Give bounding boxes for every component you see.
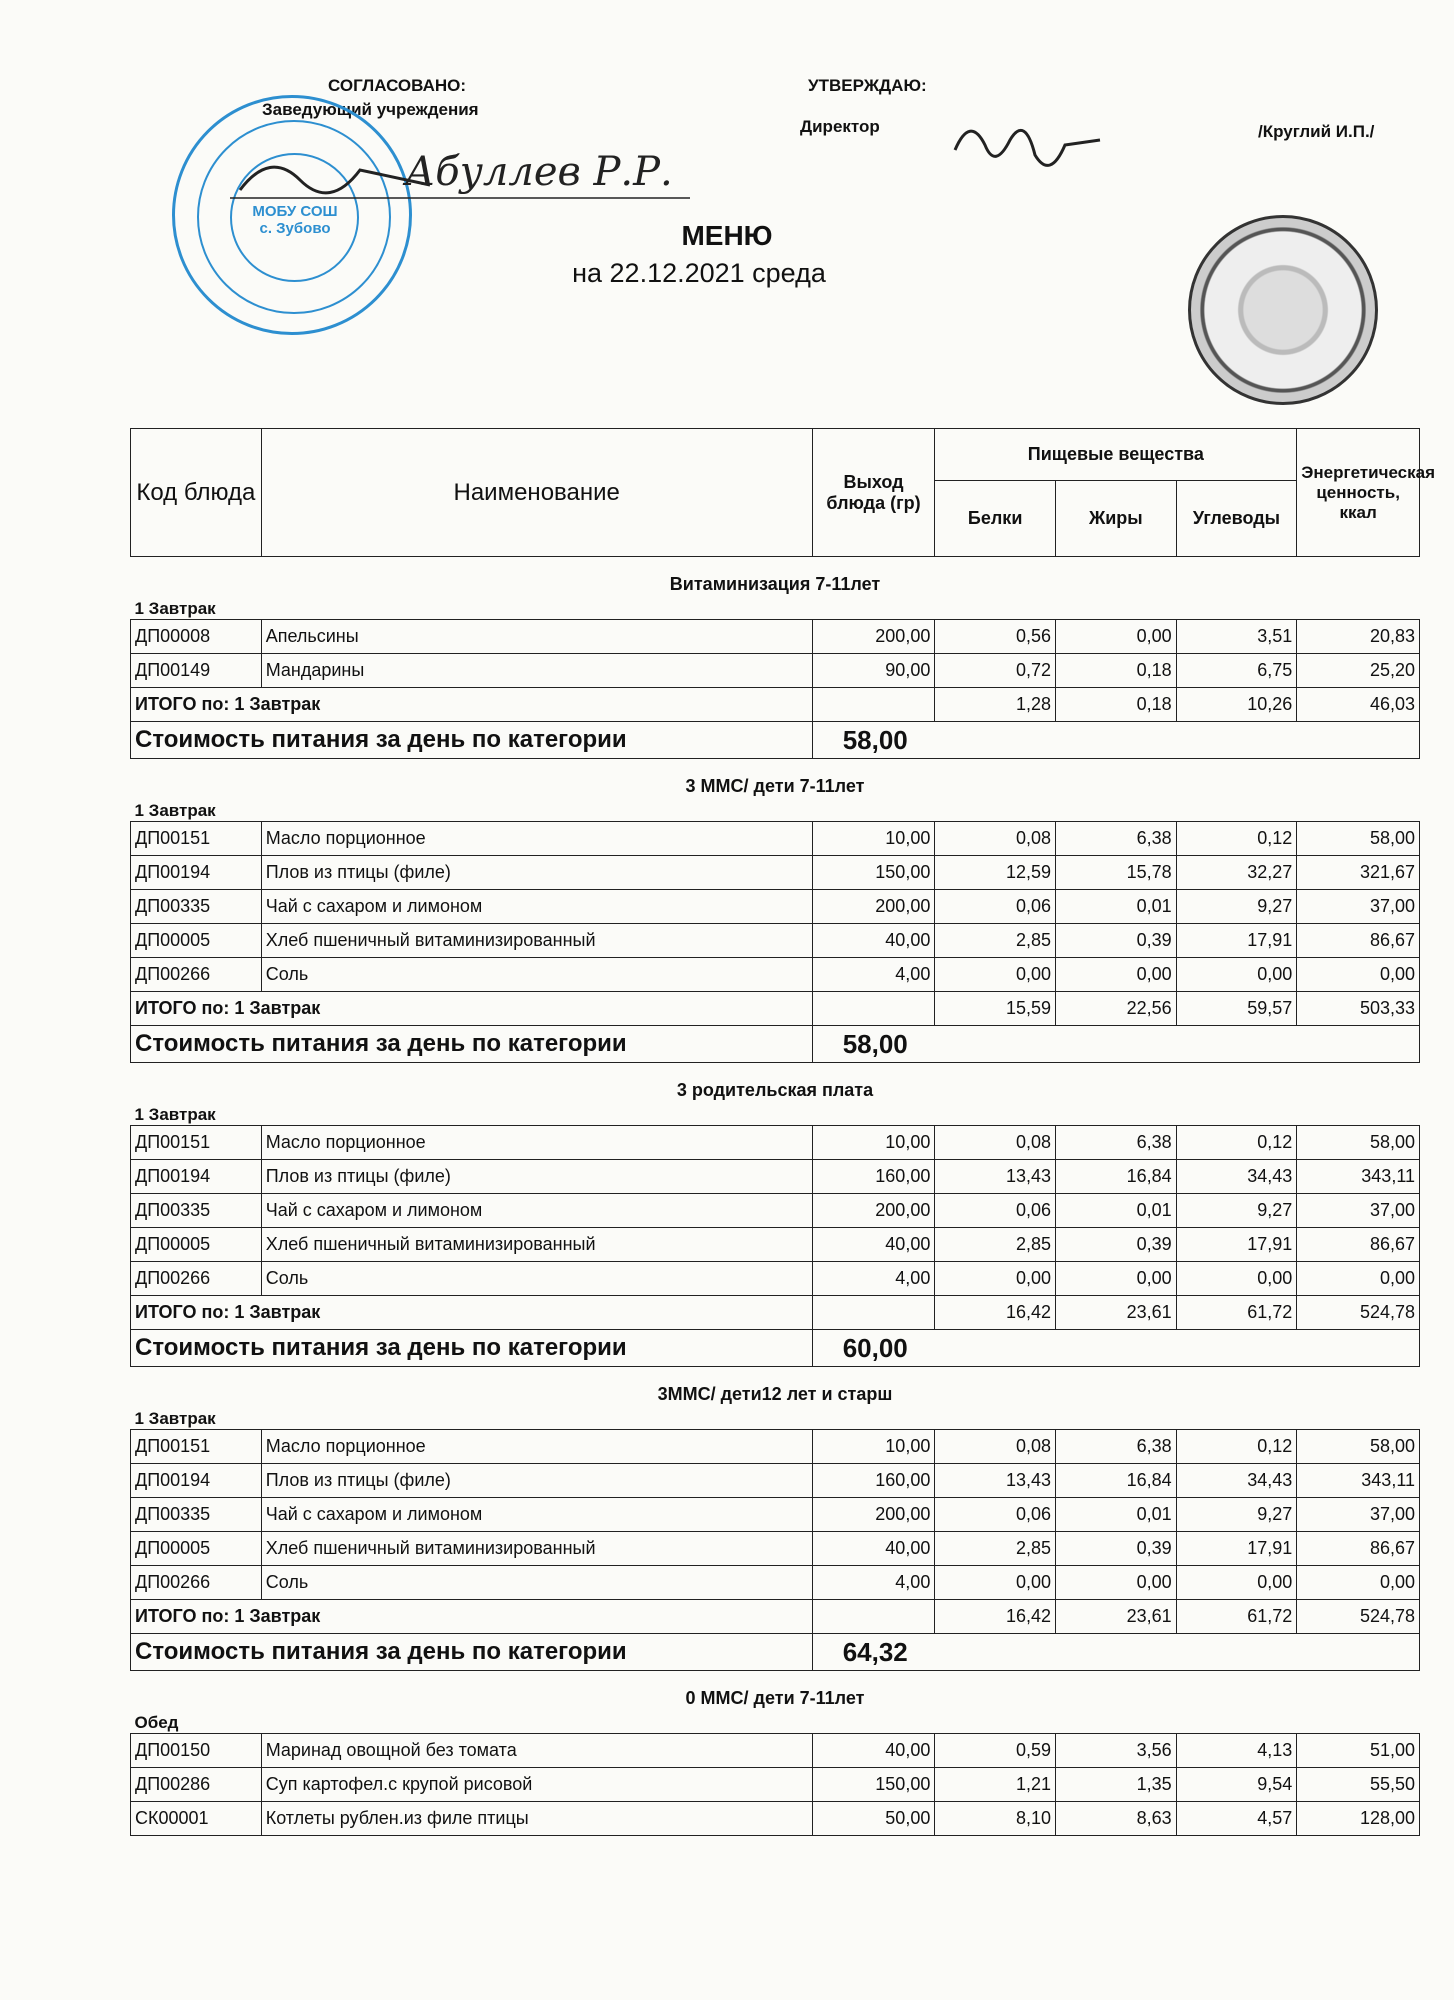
cell-name: Мандарины	[261, 654, 812, 688]
cell-yield: 40,00	[812, 1734, 935, 1768]
cost-empty	[1055, 1026, 1419, 1063]
total-fat: 23,61	[1055, 1296, 1176, 1330]
cell-energy: 37,00	[1297, 1194, 1420, 1228]
cell-fat: 1,35	[1055, 1768, 1176, 1802]
cell-code: ДП00151	[131, 1126, 262, 1160]
cost-label: Стоимость питания за день по категории	[131, 1634, 813, 1671]
cell-name: Маринад овощной без томата	[261, 1734, 812, 1768]
total-protein: 16,42	[935, 1296, 1056, 1330]
cell-carbs: 9,27	[1176, 1194, 1297, 1228]
cost-value: 58,00	[812, 1026, 1055, 1063]
cell-code: ДП00151	[131, 822, 262, 856]
cell-energy: 0,00	[1297, 958, 1420, 992]
cell-code: ДП00005	[131, 1532, 262, 1566]
col-carbs: Углеводы	[1176, 481, 1297, 557]
cell-name: Чай с сахаром и лимоном	[261, 890, 812, 924]
total-energy: 503,33	[1297, 992, 1420, 1026]
table-row	[131, 654, 1420, 688]
total-row	[131, 1600, 1420, 1634]
cost-row	[131, 1026, 1420, 1063]
total-label: ИТОГО по: 1 Завтрак	[131, 688, 813, 722]
cell-yield: 40,00	[812, 1228, 935, 1262]
cell-protein: 0,08	[935, 822, 1056, 856]
table-row	[131, 958, 1420, 992]
col-code: Код блюда	[131, 429, 262, 557]
cell-code: ДП00335	[131, 1194, 262, 1228]
section-title-row	[131, 1671, 1420, 1710]
cell-carbs: 9,27	[1176, 890, 1297, 924]
total-yield-empty	[812, 1600, 935, 1634]
cell-fat: 0,39	[1055, 1532, 1176, 1566]
cost-empty	[1055, 722, 1419, 759]
cell-protein: 13,43	[935, 1464, 1056, 1498]
cell-name: Котлеты рублен.из филе птицы	[261, 1802, 812, 1836]
total-label: ИТОГО по: 1 Завтрак	[131, 1296, 813, 1330]
cell-carbs: 0,00	[1176, 1262, 1297, 1296]
cell-energy: 37,00	[1297, 890, 1420, 924]
section-title-row	[131, 1063, 1420, 1102]
cell-code: ДП00194	[131, 856, 262, 890]
cell-protein: 0,59	[935, 1734, 1056, 1768]
cell-fat: 6,38	[1055, 1430, 1176, 1464]
meal-label: 1 Завтрак	[134, 801, 216, 820]
cell-carbs: 4,13	[1176, 1734, 1297, 1768]
cell-code: ДП00005	[131, 1228, 262, 1262]
section-title-row	[131, 1367, 1420, 1406]
total-yield-empty	[812, 1296, 935, 1330]
cell-carbs: 9,27	[1176, 1498, 1297, 1532]
cell-fat: 0,00	[1055, 1566, 1176, 1600]
cell-energy: 58,00	[1297, 1126, 1420, 1160]
cell-yield: 10,00	[812, 822, 935, 856]
table-row	[131, 1802, 1420, 1836]
total-carbs: 61,72	[1176, 1600, 1297, 1634]
cell-yield: 150,00	[812, 1768, 935, 1802]
table-row	[131, 1768, 1420, 1802]
cost-row	[131, 1330, 1420, 1367]
total-row	[131, 992, 1420, 1026]
table-row	[131, 1430, 1420, 1464]
total-protein: 15,59	[935, 992, 1056, 1026]
cell-energy: 343,11	[1297, 1464, 1420, 1498]
cell-code: ДП00149	[131, 654, 262, 688]
confirm-label: УТВЕРЖДАЮ:	[808, 76, 927, 95]
cell-yield: 40,00	[812, 924, 935, 958]
cell-yield: 4,00	[812, 1262, 935, 1296]
cell-name: Хлеб пшеничный витаминизированный	[261, 1228, 812, 1262]
menu-date: на 22.12.2021 среда	[572, 258, 826, 288]
col-fat: Жиры	[1055, 481, 1176, 557]
cell-carbs: 3,51	[1176, 620, 1297, 654]
head-signature: Абуллев Р.Р.	[405, 149, 673, 195]
table-row	[131, 1262, 1420, 1296]
table-row	[131, 890, 1420, 924]
table-row	[131, 1194, 1420, 1228]
cell-code: ДП00005	[131, 924, 262, 958]
cost-value: 64,32	[812, 1634, 1055, 1671]
cell-protein: 2,85	[935, 1228, 1056, 1262]
head-signature-graphic	[230, 130, 690, 220]
menu-table	[130, 428, 1436, 1836]
meal-label: Обед	[134, 1713, 179, 1732]
cell-protein: 0,00	[935, 1566, 1056, 1600]
col-protein: Белки	[935, 481, 1056, 557]
cell-carbs: 17,91	[1176, 1532, 1297, 1566]
cell-carbs: 0,00	[1176, 1566, 1297, 1600]
section-title-row	[131, 557, 1420, 596]
cell-protein: 0,56	[935, 620, 1056, 654]
cell-fat: 0,00	[1055, 958, 1176, 992]
cell-name: Хлеб пшеничный витаминизированный	[261, 924, 812, 958]
cell-fat: 16,84	[1055, 1464, 1176, 1498]
meal-label: 1 Завтрак	[134, 1105, 216, 1124]
cell-code: ДП00266	[131, 958, 262, 992]
total-fat: 0,18	[1055, 688, 1176, 722]
cell-protein: 2,85	[935, 924, 1056, 958]
cell-energy: 321,67	[1297, 856, 1420, 890]
table-row	[131, 856, 1420, 890]
table-row	[131, 822, 1420, 856]
cell-yield: 40,00	[812, 1532, 935, 1566]
cell-fat: 6,38	[1055, 1126, 1176, 1160]
meal-row	[131, 797, 1420, 822]
cell-carbs: 0,12	[1176, 1430, 1297, 1464]
cell-code: ДП00008	[131, 620, 262, 654]
cell-carbs: 34,43	[1176, 1464, 1297, 1498]
cell-fat: 16,84	[1055, 1160, 1176, 1194]
cell-name: Чай с сахаром и лимоном	[261, 1194, 812, 1228]
cell-yield: 200,00	[812, 620, 935, 654]
cost-empty	[1055, 1330, 1419, 1367]
cell-fat: 15,78	[1055, 856, 1176, 890]
director-signature	[940, 110, 1110, 190]
total-yield-empty	[812, 688, 935, 722]
section-title: 3 родительская плата	[676, 1080, 874, 1100]
cell-energy: 0,00	[1297, 1566, 1420, 1600]
cell-name: Плов из птицы (филе)	[261, 1464, 812, 1498]
approved-label: СОГЛАСОВАНО:	[328, 76, 467, 95]
total-row	[131, 688, 1420, 722]
cell-yield: 10,00	[812, 1126, 935, 1160]
cell-protein: 0,08	[935, 1430, 1056, 1464]
section-title: 3ММС/ дети12 лет и старш	[657, 1384, 893, 1404]
cell-carbs: 9,54	[1176, 1768, 1297, 1802]
section-title: 0 ММС/ дети 7-11лет	[685, 1688, 865, 1708]
total-energy: 524,78	[1297, 1600, 1420, 1634]
director-name: /Круглий И.П./	[1258, 122, 1375, 141]
cell-code: ДП00335	[131, 1498, 262, 1532]
cell-code: СК00001	[131, 1802, 262, 1836]
cost-row	[131, 1634, 1420, 1671]
cell-carbs: 0,00	[1176, 958, 1297, 992]
cell-name: Апельсины	[261, 620, 812, 654]
cell-name: Соль	[261, 1566, 812, 1600]
cell-energy: 25,20	[1297, 654, 1420, 688]
col-yield: Выход блюда (гр)	[812, 429, 935, 557]
cell-protein: 8,10	[935, 1802, 1056, 1836]
cell-protein: 0,72	[935, 654, 1056, 688]
cell-carbs: 32,27	[1176, 856, 1297, 890]
cell-carbs: 17,91	[1176, 924, 1297, 958]
col-nutrients: Пищевые вещества	[935, 429, 1297, 481]
cell-energy: 58,00	[1297, 822, 1420, 856]
total-energy: 46,03	[1297, 688, 1420, 722]
total-energy: 524,78	[1297, 1296, 1420, 1330]
cell-yield: 4,00	[812, 1566, 935, 1600]
meal-row	[131, 1101, 1420, 1126]
cell-yield: 200,00	[812, 1194, 935, 1228]
cell-yield: 90,00	[812, 654, 935, 688]
total-carbs: 61,72	[1176, 1296, 1297, 1330]
col-name: Наименование	[261, 429, 812, 557]
cost-empty	[1055, 1634, 1419, 1671]
section-title: Витаминизация 7-11лет	[669, 574, 881, 594]
meal-label: 1 Завтрак	[134, 599, 216, 618]
cell-fat: 3,56	[1055, 1734, 1176, 1768]
cell-fat: 0,01	[1055, 1194, 1176, 1228]
cell-energy: 86,67	[1297, 1532, 1420, 1566]
cell-yield: 50,00	[812, 1802, 935, 1836]
director-label: Директор	[800, 117, 880, 136]
cell-yield: 160,00	[812, 1160, 935, 1194]
cell-energy: 20,83	[1297, 620, 1420, 654]
cell-carbs: 4,57	[1176, 1802, 1297, 1836]
meal-row	[131, 595, 1420, 620]
table-row	[131, 1160, 1420, 1194]
cell-code: ДП00194	[131, 1464, 262, 1498]
cell-fat: 8,63	[1055, 1802, 1176, 1836]
cost-label: Стоимость питания за день по категории	[131, 1330, 813, 1367]
table-row	[131, 1464, 1420, 1498]
head-label: Заведующий учреждения	[262, 100, 479, 119]
cell-name: Плов из птицы (филе)	[261, 856, 812, 890]
cell-code: ДП00335	[131, 890, 262, 924]
cell-energy: 51,00	[1297, 1734, 1420, 1768]
cell-energy: 343,11	[1297, 1160, 1420, 1194]
total-yield-empty	[812, 992, 935, 1026]
section-title: 3 ММС/ дети 7-11лет	[685, 776, 865, 796]
cell-code: ДП00150	[131, 1734, 262, 1768]
cell-yield: 200,00	[812, 890, 935, 924]
total-label: ИТОГО по: 1 Завтрак	[131, 992, 813, 1026]
cell-carbs: 0,12	[1176, 822, 1297, 856]
total-carbs: 59,57	[1176, 992, 1297, 1026]
cell-energy: 58,00	[1297, 1430, 1420, 1464]
cell-energy: 86,67	[1297, 924, 1420, 958]
menu-title: МЕНЮ	[681, 220, 773, 251]
cell-protein: 1,21	[935, 1768, 1056, 1802]
cell-fat: 0,01	[1055, 890, 1176, 924]
cost-row	[131, 722, 1420, 759]
total-carbs: 10,26	[1176, 688, 1297, 722]
cell-yield: 150,00	[812, 856, 935, 890]
cell-carbs: 0,12	[1176, 1126, 1297, 1160]
cost-label: Стоимость питания за день по категории	[131, 722, 813, 759]
cell-name: Соль	[261, 958, 812, 992]
table-row	[131, 924, 1420, 958]
table-row	[131, 1532, 1420, 1566]
cost-value: 58,00	[812, 722, 1055, 759]
total-row	[131, 1296, 1420, 1330]
cell-energy: 55,50	[1297, 1768, 1420, 1802]
cell-code: ДП00151	[131, 1430, 262, 1464]
total-fat: 22,56	[1055, 992, 1176, 1026]
meal-row	[131, 1405, 1420, 1430]
cell-carbs: 6,75	[1176, 654, 1297, 688]
cell-fat: 0,00	[1055, 620, 1176, 654]
cell-protein: 0,06	[935, 1498, 1056, 1532]
cell-carbs: 34,43	[1176, 1160, 1297, 1194]
cell-name: Соль	[261, 1262, 812, 1296]
cell-name: Суп картофел.с крупой рисовой	[261, 1768, 812, 1802]
cell-protein: 12,59	[935, 856, 1056, 890]
cell-code: ДП00266	[131, 1262, 262, 1296]
cell-code: ДП00194	[131, 1160, 262, 1194]
total-protein: 1,28	[935, 688, 1056, 722]
cell-code: ДП00266	[131, 1566, 262, 1600]
cell-fat: 0,00	[1055, 1262, 1176, 1296]
cell-name: Масло порционное	[261, 1126, 812, 1160]
cell-fat: 0,01	[1055, 1498, 1176, 1532]
cell-name: Чай с сахаром и лимоном	[261, 1498, 812, 1532]
cell-name: Масло порционное	[261, 1430, 812, 1464]
table-row	[131, 620, 1420, 654]
cell-yield: 4,00	[812, 958, 935, 992]
cell-name: Масло порционное	[261, 822, 812, 856]
cell-protein: 2,85	[935, 1532, 1056, 1566]
cell-fat: 0,18	[1055, 654, 1176, 688]
cell-name: Плов из птицы (филе)	[261, 1160, 812, 1194]
cell-yield: 200,00	[812, 1498, 935, 1532]
table-row	[131, 1126, 1420, 1160]
cell-protein: 0,00	[935, 1262, 1056, 1296]
cell-code: ДП00286	[131, 1768, 262, 1802]
col-energy: Энергетическая ценность, ккал	[1297, 429, 1420, 557]
stamp-text: МОБУ СОШ с. Зубово	[252, 203, 338, 237]
cost-value: 60,00	[812, 1330, 1055, 1367]
total-label: ИТОГО по: 1 Завтрак	[131, 1600, 813, 1634]
meal-label: 1 Завтрак	[134, 1409, 216, 1428]
cell-yield: 10,00	[812, 1430, 935, 1464]
meal-row	[131, 1709, 1420, 1734]
cell-fat: 0,39	[1055, 1228, 1176, 1262]
cell-carbs: 17,91	[1176, 1228, 1297, 1262]
cell-energy: 86,67	[1297, 1228, 1420, 1262]
cell-fat: 0,39	[1055, 924, 1176, 958]
cell-energy: 0,00	[1297, 1262, 1420, 1296]
cell-protein: 0,00	[935, 958, 1056, 992]
cell-protein: 0,08	[935, 1126, 1056, 1160]
cell-protein: 0,06	[935, 1194, 1056, 1228]
section-title-row	[131, 759, 1420, 798]
total-protein: 16,42	[935, 1600, 1056, 1634]
cell-energy: 37,00	[1297, 1498, 1420, 1532]
table-row	[131, 1734, 1420, 1768]
table-row	[131, 1228, 1420, 1262]
table-row	[131, 1498, 1420, 1532]
total-fat: 23,61	[1055, 1600, 1176, 1634]
cell-yield: 160,00	[812, 1464, 935, 1498]
cost-label: Стоимость питания за день по категории	[131, 1026, 813, 1063]
cell-protein: 0,06	[935, 890, 1056, 924]
table-row	[131, 1566, 1420, 1600]
cell-name: Хлеб пшеничный витаминизированный	[261, 1532, 812, 1566]
cell-fat: 6,38	[1055, 822, 1176, 856]
cell-energy: 128,00	[1297, 1802, 1420, 1836]
cell-protein: 13,43	[935, 1160, 1056, 1194]
